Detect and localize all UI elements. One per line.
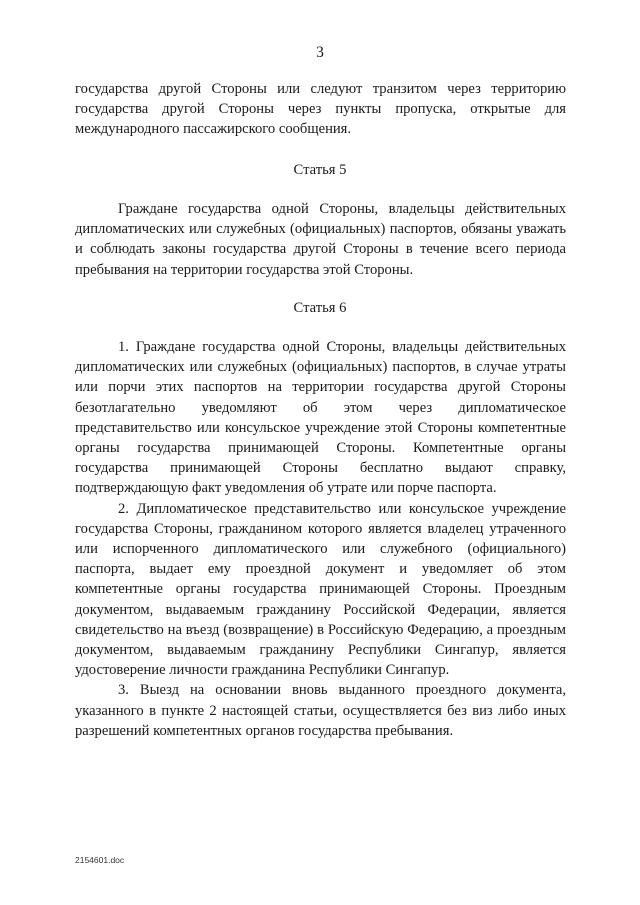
article-6-paragraph-1: 1. Граждане государства одной Стороны, владельцы действительных дипломатических или служебных (официальных) паспортов, в случае утраты или порчи этих паспортов на территории государства другой Стороны безотлагательно уведомляют об этом через дипломатическое представительство или консульское учреждение этой Стороны компетентные органы государства принимающей Стороны. Компетентные органы государства принимающей Стороны бесплатно выдают справку, подтверждающую факт уведомления об утрате или порче паспорта. [75,339,566,497]
article-5-heading: Статья 5 [293,162,347,178]
article-6-paragraph-3: 3. Выезд на основании вновь выданного проездного документа, указанного в пункте 2 настоящей статьи, осуществляется без виз либо иных разрешений компетентных органов государства пребывания. [75,682,566,739]
page-number: 3 [316,44,324,61]
article-5-block [75,199,566,280]
intro-block [75,79,566,140]
footer-filename: 2154601.doc [75,855,125,865]
article-6-block [75,337,566,741]
article-6-heading: Статья 6 [293,300,347,316]
intro-paragraph: государства другой Стороны или следуют транзитом через территорию государства другой Стороны через пункты пропуска, открытые для международного пассажирского сообщения. [75,81,566,138]
article-6-paragraph-2: 2. Дипломатическое представительство или консульское учреждение государства Стороны, гражданином которого является владелец утраченного или испорченного дипломатического или служебного (официального) паспорта, выдает ему проездной документ и уведомляет об этом компетентные органы государства принимающей Стороны. Проездным документом, выдаваемым гражданину Российской Федерации, является свидетельство на въезд (возвращение) в Российскую Федерацию, а проездным документом, выдаваемым гражданину Республики Сингапур, является удостоверение личности гражданина Республики Сингапур. [75,500,566,679]
article-5-paragraph: Граждане государства одной Стороны, владельцы действительных дипломатических или служебных (официальных) паспортов, обязаны уважать и соблюдать законы государства другой Стороны в течение всего периода пребывания на территории государства этой Стороны. [75,201,566,278]
